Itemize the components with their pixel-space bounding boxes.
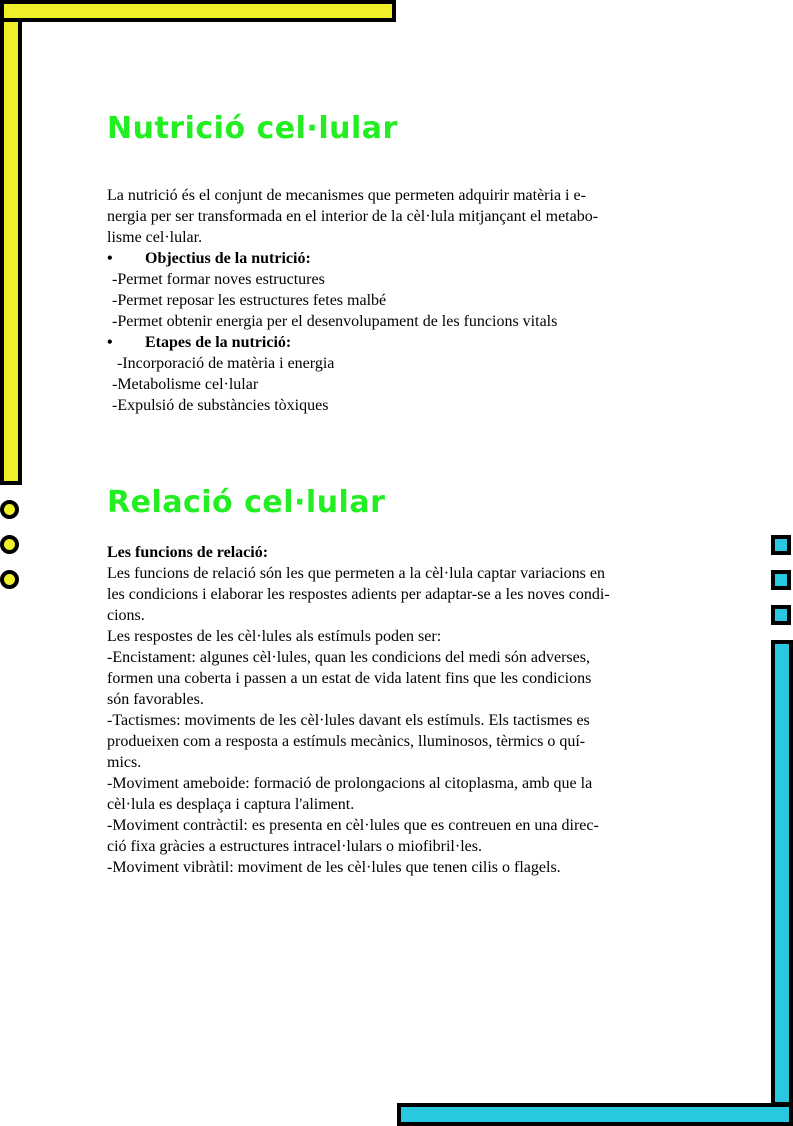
relacio-line-14: ció fixa gràcies a estructures intracel·lulars o miofibril·les. [107,838,482,855]
relacio-line-11: -Moviment ameboide: formació de prolongacions al citoplasma, amb que la [107,775,593,792]
relacio-title: Relació cel·lular [107,485,386,520]
yellow-circle-2 [0,535,19,554]
yellow-circle-3 [0,570,19,589]
bullet-icon: • [107,334,113,351]
yellow-circle-1 [0,500,19,519]
relacio-line-6: formen una coberta i passen a un estat de vida latent fins que les condicions [107,670,592,687]
objective-2: -Permet reposar les estructures fetes malbé [112,292,387,309]
yellow-top-bar [0,0,396,22]
intro-line-3: lisme cel·lular. [107,229,203,246]
relacio-subheading: Les funcions de relació: [107,544,269,561]
intro-line-2: nergia per ser transformada en el interior de la cèl·lula mitjançant el metabo- [107,208,599,225]
relacio-body [107,542,697,878]
nutricio-body [107,185,697,416]
stages-heading-text: Etapes de la nutrició: [145,334,292,351]
cyan-square-1 [771,535,791,555]
objective-3: -Permet obtenir energia per el desenvolupament de les funcions vitals [112,313,558,330]
relacio-line-4: Les respostes de les cèl·lules als estímuls poden ser: [107,628,442,645]
cyan-bottom-bar [397,1103,793,1126]
relacio-line-15: -Moviment vibràtil: moviment de les cèl·lules que tenen cilis o flagels. [107,859,561,876]
stages-heading [107,332,697,353]
objectives-heading [107,248,697,269]
relacio-line-10: mics. [107,754,142,771]
relacio-line-1: Les funcions de relació són les que permeten a la cèl·lula captar variacions en [107,565,605,582]
stage-1: -Incorporació de matèria i energia [117,355,335,372]
cyan-square-3 [771,605,791,625]
yellow-left-bar [0,18,22,485]
relacio-line-8: -Tactismes: moviments de les cèl·lules davant els estímuls. Els tactismes es [107,712,590,729]
objectives-heading-text: Objectius de la nutrició: [145,250,311,267]
stage-2: -Metabolisme cel·lular [112,376,259,393]
cyan-right-bar [771,640,793,1106]
relacio-line-9: produeixen com a resposta a estímuls mecànics, lluminosos, tèrmics o quí- [107,733,586,750]
relacio-line-12: cèl·lula es desplaça i captura l'aliment. [107,796,355,813]
intro-line-1: La nutrició és el conjunt de mecanismes que permeten adquirir matèria i e- [107,187,586,204]
relacio-line-13: -Moviment contràctil: es presenta en cèl·lules que es contreuen en una direc- [107,817,599,834]
bullet-icon: • [107,250,113,267]
cyan-square-2 [771,570,791,590]
relacio-line-2: les condicions i elaborar les respostes adients per adaptar-se a les noves condi- [107,586,610,603]
relacio-line-5: -Encistament: algunes cèl·lules, quan les condicions del medi són adverses, [107,649,590,666]
stage-3: -Expulsió de substàncies tòxiques [112,397,329,414]
relacio-line-3: cions. [107,607,145,624]
nutricio-title: Nutrició cel·lular [107,111,398,146]
objective-1: -Permet formar noves estructures [112,271,325,288]
relacio-line-7: són favorables. [107,691,204,708]
